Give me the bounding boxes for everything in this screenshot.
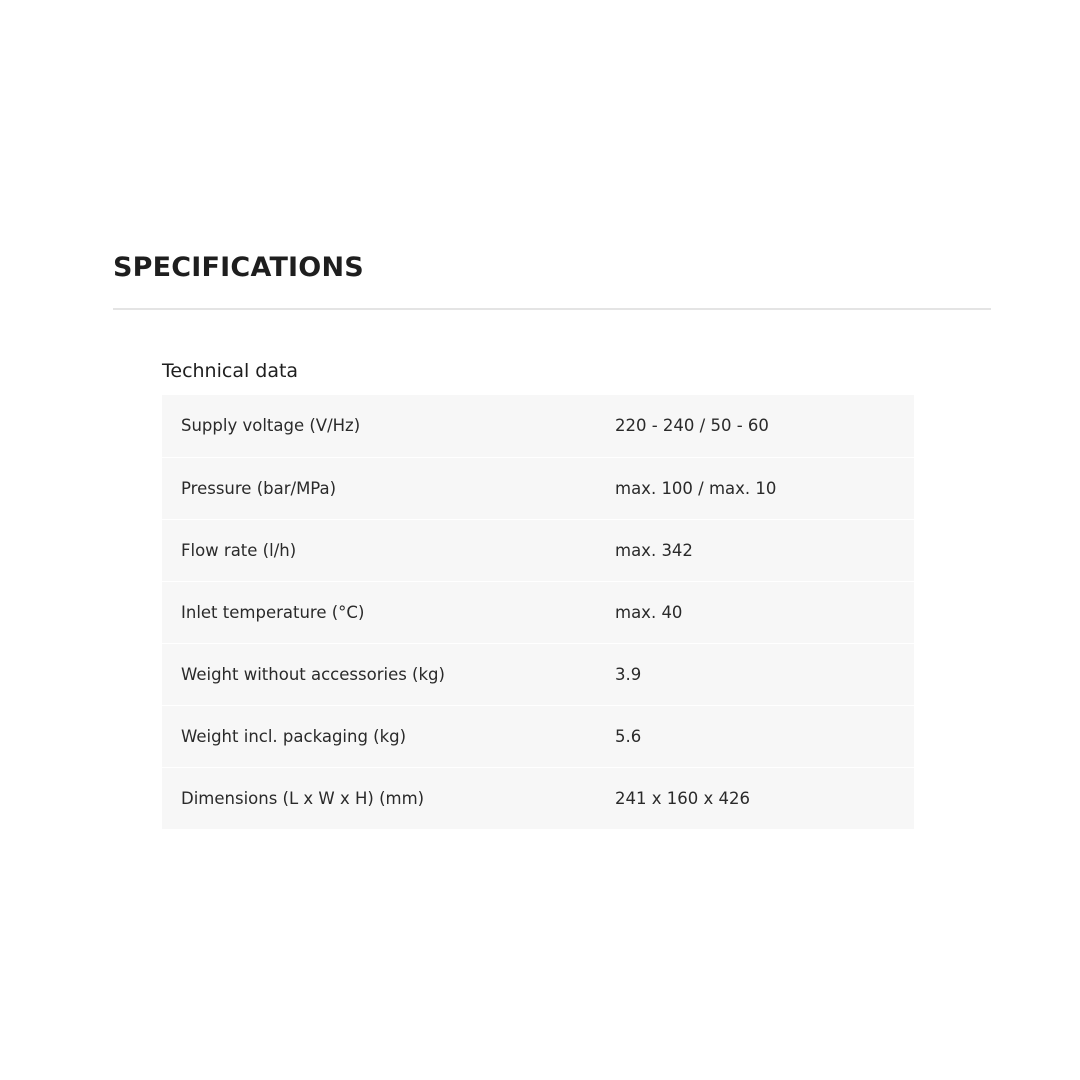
table-row — [162, 519, 914, 581]
spec-value: max. 100 / max. 10 — [615, 478, 777, 498]
spec-label: Supply voltage (V/Hz) — [181, 416, 361, 436]
table-row — [162, 705, 914, 767]
technical-data-title: Technical data — [162, 360, 299, 382]
table-row — [162, 643, 914, 705]
spec-value: 5.6 — [615, 726, 642, 746]
technical-data-table — [162, 395, 914, 829]
spec-value: max. 342 — [615, 540, 693, 560]
table-row — [162, 395, 914, 457]
spec-label: Flow rate (l/h) — [181, 540, 297, 560]
spec-label: Weight incl. packaging (kg) — [181, 726, 407, 746]
spec-label: Weight without accessories (kg) — [181, 664, 445, 684]
table-row — [162, 581, 914, 643]
section-title: SPECIFICATIONS — [113, 252, 364, 283]
spec-value: max. 40 — [615, 602, 683, 622]
spec-label: Dimensions (L x W x H) (mm) — [181, 788, 425, 808]
spec-value: 220 - 240 / 50 - 60 — [615, 416, 769, 436]
spec-value: 241 x 160 x 426 — [615, 788, 750, 808]
table-row — [162, 457, 914, 519]
spec-value: 3.9 — [615, 664, 642, 684]
spec-label: Inlet temperature (°C) — [181, 602, 365, 622]
spec-label: Pressure (bar/MPa) — [181, 478, 337, 498]
table-row — [162, 767, 914, 829]
section-divider — [113, 308, 991, 310]
